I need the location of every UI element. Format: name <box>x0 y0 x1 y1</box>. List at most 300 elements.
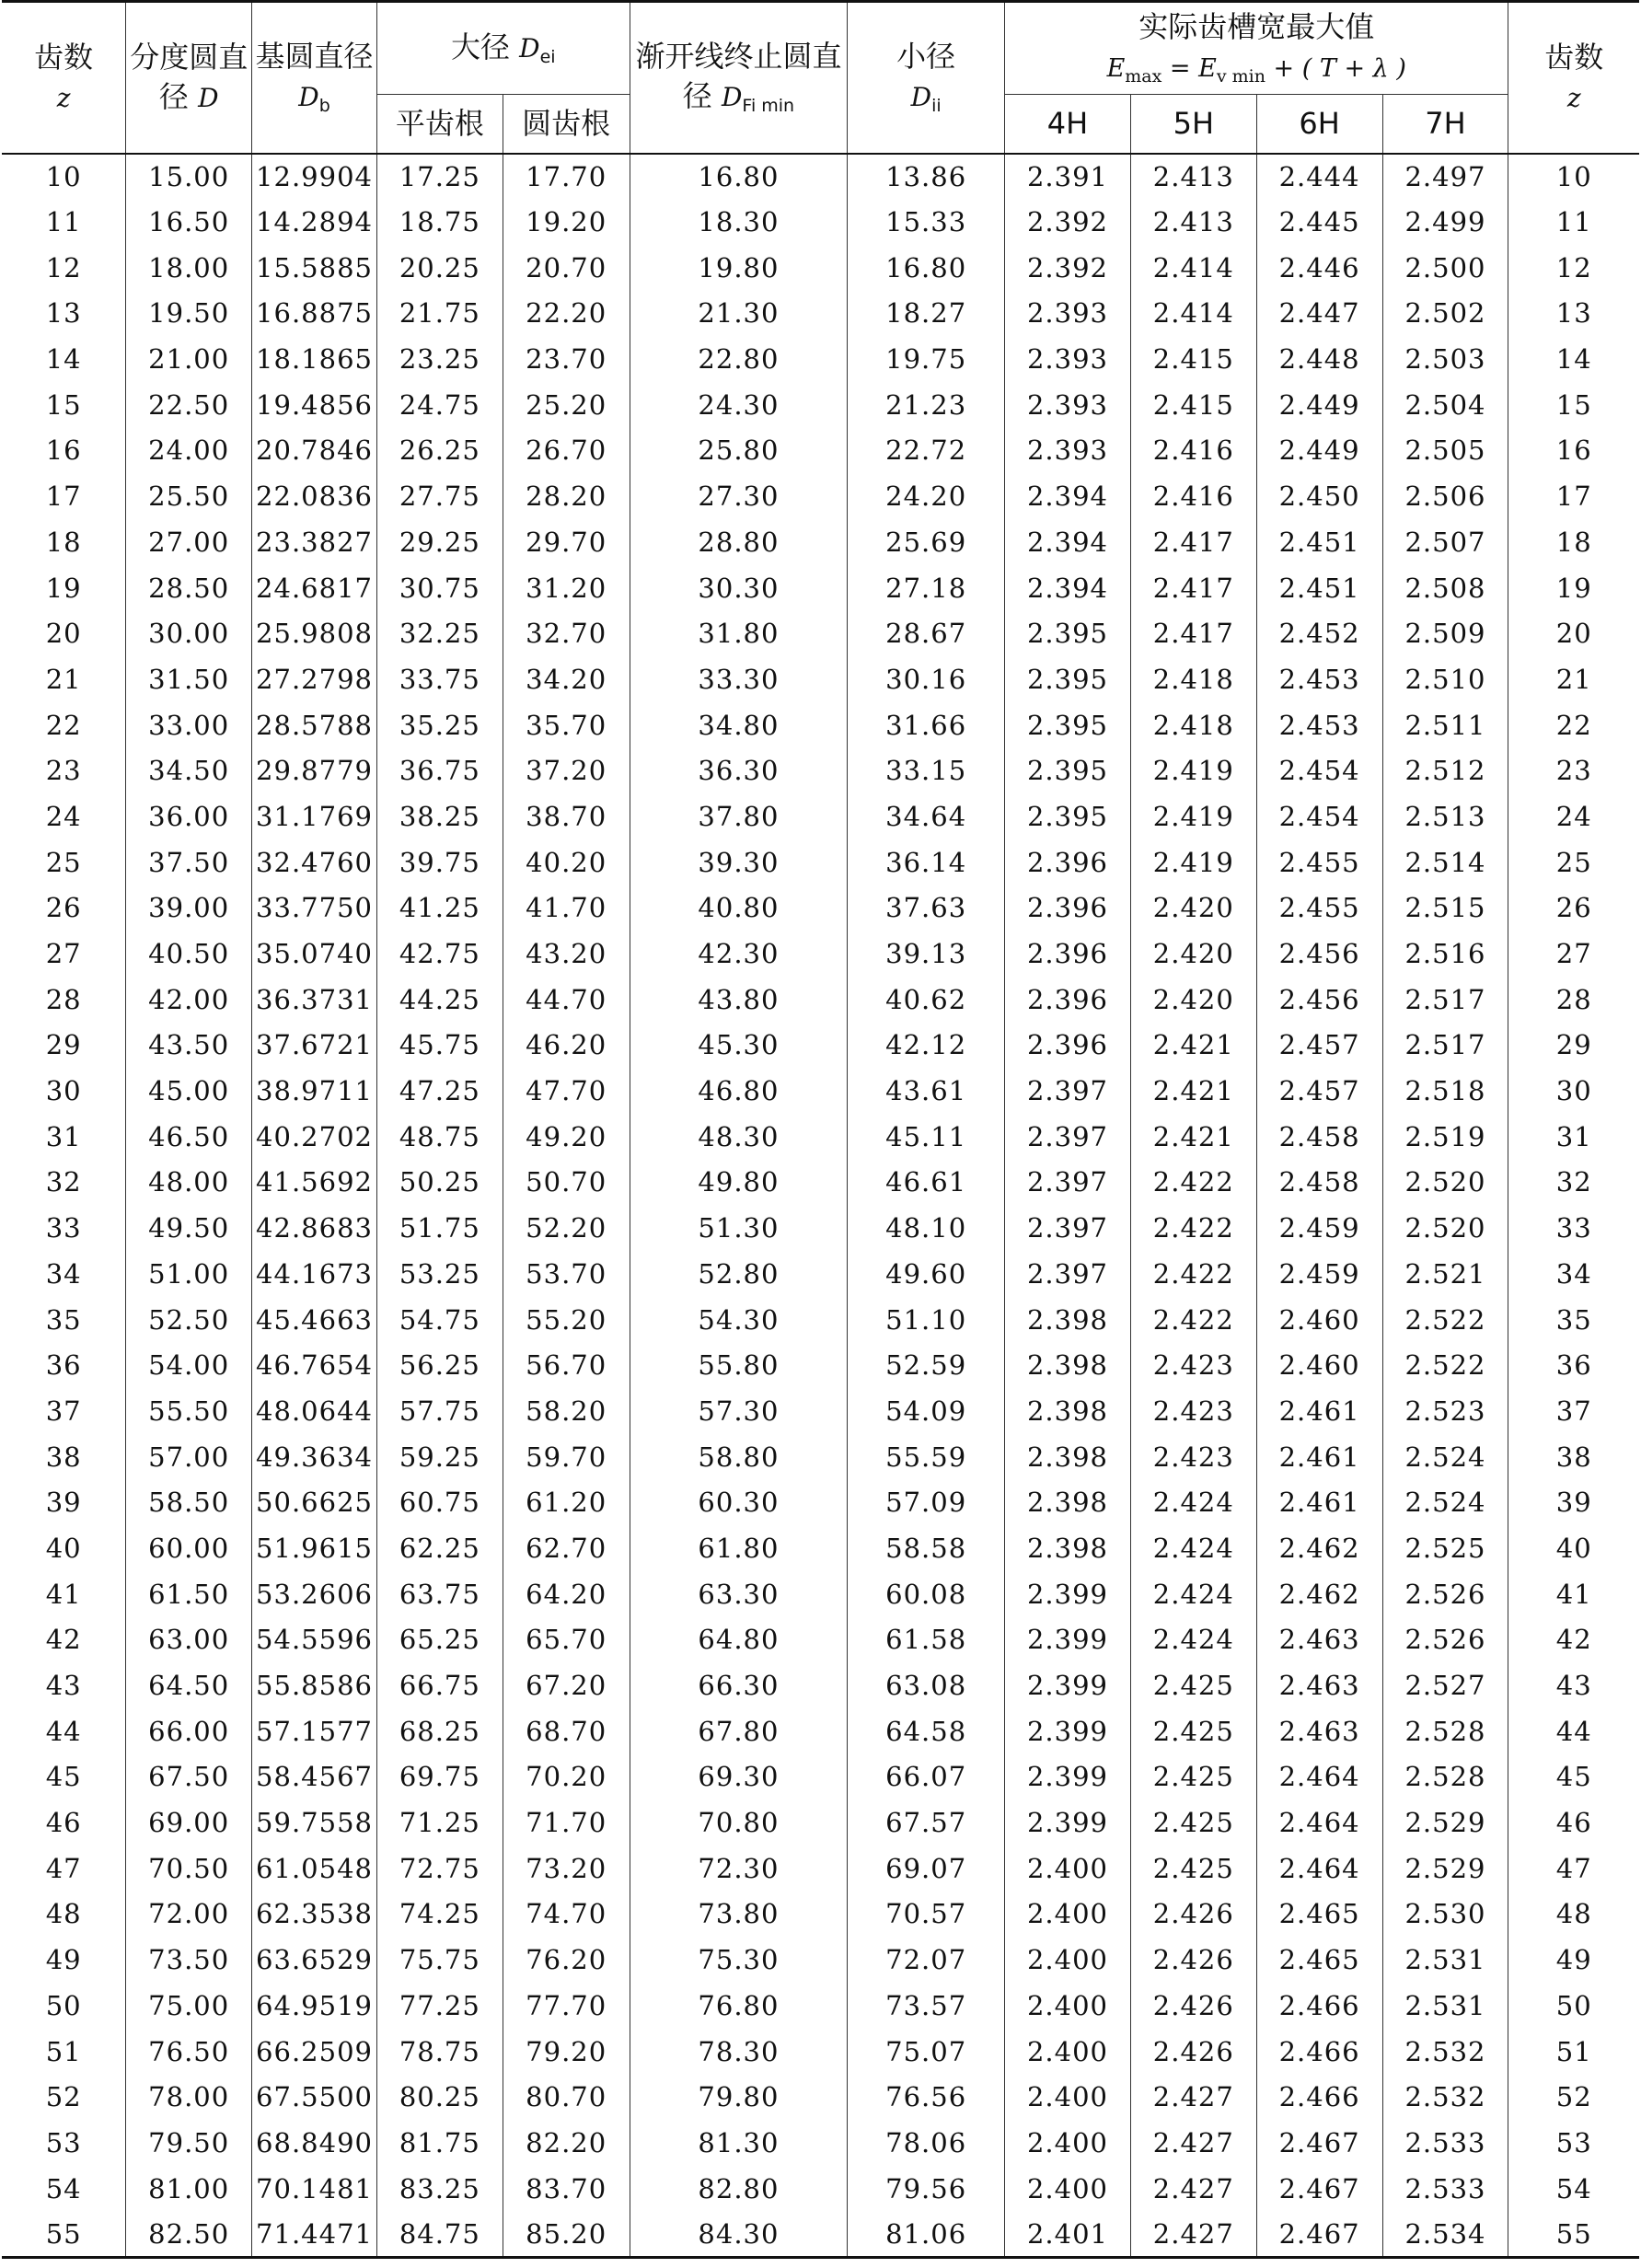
cell-z: 23 <box>2 747 126 793</box>
cell-z-right: 26 <box>1508 885 1639 932</box>
cell-z-right: 21 <box>1508 656 1639 702</box>
table-row <box>2 931 1639 977</box>
cell-e-5h: 2.421 <box>1130 1114 1256 1160</box>
cell-major-round: 67.20 <box>503 1662 630 1708</box>
cell-form-d: 25.80 <box>630 428 848 474</box>
cell-major-round: 77.70 <box>503 1983 630 2029</box>
cell-minor-d: 15.33 <box>848 199 1005 245</box>
cell-e-7h: 2.532 <box>1382 2074 1508 2120</box>
cell-minor-d: 81.06 <box>848 2211 1005 2257</box>
cell-e-6h: 2.452 <box>1256 610 1382 656</box>
table-row <box>2 1754 1639 1800</box>
cell-z-right: 18 <box>1508 519 1639 565</box>
header-grade-7h: 7H <box>1382 95 1508 154</box>
cell-form-d: 78.30 <box>630 2029 848 2075</box>
cell-z-right: 43 <box>1508 1662 1639 1708</box>
cell-pitch-d: 15.00 <box>126 154 252 200</box>
cell-base-d: 46.7654 <box>252 1342 377 1388</box>
cell-e-7h: 2.515 <box>1382 885 1508 932</box>
cell-major-round: 74.70 <box>503 1892 630 1938</box>
cell-z: 39 <box>2 1479 126 1525</box>
cell-e-4h: 2.396 <box>1005 839 1131 885</box>
cell-e-6h: 2.457 <box>1256 1068 1382 1114</box>
header-pitch-diameter-label: 分度圆直径 <box>130 40 248 115</box>
table-row <box>2 1114 1639 1160</box>
cell-z-right: 29 <box>1508 1023 1639 1069</box>
cell-e-6h: 2.464 <box>1256 1799 1382 1846</box>
cell-form-d: 37.80 <box>630 793 848 839</box>
cell-pitch-d: 64.50 <box>126 1662 252 1708</box>
cell-z: 26 <box>2 885 126 932</box>
cell-e-5h: 2.418 <box>1130 656 1256 702</box>
cell-minor-d: 21.23 <box>848 382 1005 428</box>
cell-base-d: 32.4760 <box>252 839 377 885</box>
table-row <box>2 473 1639 519</box>
header-max-space-width-formula <box>1106 54 1406 87</box>
cell-z: 35 <box>2 1297 126 1343</box>
cell-e-5h: 2.421 <box>1130 1023 1256 1069</box>
formula-eq-sub: v min <box>1216 66 1265 87</box>
cell-major-flat: 81.75 <box>376 2120 503 2166</box>
cell-pitch-d: 36.00 <box>126 793 252 839</box>
cell-base-d: 14.2894 <box>252 199 377 245</box>
cell-e-6h: 2.453 <box>1256 656 1382 702</box>
cell-pitch-d: 79.50 <box>126 2120 252 2166</box>
cell-major-round: 26.70 <box>503 428 630 474</box>
cell-minor-d: 64.58 <box>848 1708 1005 1754</box>
header-pitch-diameter <box>126 2 252 154</box>
cell-form-d: 61.80 <box>630 1525 848 1571</box>
table-row <box>2 2029 1639 2075</box>
cell-z-right: 25 <box>1508 839 1639 885</box>
cell-major-flat: 45.75 <box>376 1023 503 1069</box>
cell-e-5h: 2.415 <box>1130 336 1256 382</box>
cell-base-d: 37.6721 <box>252 1023 377 1069</box>
cell-z-right: 47 <box>1508 1846 1639 1892</box>
cell-form-d: 33.30 <box>630 656 848 702</box>
cell-z-right: 37 <box>1508 1388 1639 1434</box>
cell-pitch-d: 21.00 <box>126 336 252 382</box>
cell-z-right: 13 <box>1508 291 1639 337</box>
cell-e-7h: 2.533 <box>1382 2120 1508 2166</box>
cell-major-flat: 24.75 <box>376 382 503 428</box>
cell-pitch-d: 60.00 <box>126 1525 252 1571</box>
cell-e-4h: 2.399 <box>1005 1708 1131 1754</box>
cell-major-round: 22.20 <box>503 291 630 337</box>
cell-e-7h: 2.534 <box>1382 2211 1508 2257</box>
cell-e-4h: 2.398 <box>1005 1342 1131 1388</box>
cell-minor-d: 42.12 <box>848 1023 1005 1069</box>
table-body <box>2 154 1639 2258</box>
cell-major-flat: 48.75 <box>376 1114 503 1160</box>
header-tooth-count-right <box>1508 2 1639 154</box>
cell-form-d: 81.30 <box>630 2120 848 2166</box>
header-major-diameter <box>376 2 630 95</box>
cell-major-flat: 51.75 <box>376 1205 503 1251</box>
cell-e-4h: 2.397 <box>1005 1205 1131 1251</box>
cell-e-5h: 2.422 <box>1130 1297 1256 1343</box>
cell-e-4h: 2.401 <box>1005 2211 1131 2257</box>
header-form-diameter <box>630 2 848 154</box>
cell-e-5h: 2.426 <box>1130 1983 1256 2029</box>
cell-e-5h: 2.427 <box>1130 2074 1256 2120</box>
cell-major-flat: 17.25 <box>376 154 503 200</box>
cell-e-4h: 2.394 <box>1005 519 1131 565</box>
cell-z-right: 41 <box>1508 1571 1639 1617</box>
cell-base-d: 38.9711 <box>252 1068 377 1114</box>
cell-z-right: 49 <box>1508 1937 1639 1983</box>
cell-e-6h: 2.467 <box>1256 2211 1382 2257</box>
cell-form-d: 82.80 <box>630 2166 848 2212</box>
cell-form-d: 22.80 <box>630 336 848 382</box>
cell-base-d: 42.8683 <box>252 1205 377 1251</box>
cell-z: 54 <box>2 2166 126 2212</box>
cell-minor-d: 40.62 <box>848 977 1005 1023</box>
cell-minor-d: 78.06 <box>848 2120 1005 2166</box>
table-row <box>2 199 1639 245</box>
cell-e-4h: 2.397 <box>1005 1251 1131 1297</box>
cell-e-4h: 2.400 <box>1005 1937 1131 1983</box>
cell-z: 45 <box>2 1754 126 1800</box>
cell-e-7h: 2.530 <box>1382 1892 1508 1938</box>
cell-major-round: 28.20 <box>503 473 630 519</box>
cell-pitch-d: 66.00 <box>126 1708 252 1754</box>
cell-e-7h: 2.517 <box>1382 977 1508 1023</box>
cell-base-d: 41.5692 <box>252 1160 377 1206</box>
cell-base-d: 49.3634 <box>252 1434 377 1480</box>
cell-pitch-d: 48.00 <box>126 1160 252 1206</box>
cell-base-d: 67.5500 <box>252 2074 377 2120</box>
cell-e-6h: 2.451 <box>1256 519 1382 565</box>
cell-base-d: 15.5885 <box>252 245 377 291</box>
cell-major-round: 79.20 <box>503 2029 630 2075</box>
cell-e-4h: 2.391 <box>1005 154 1131 200</box>
cell-e-6h: 2.447 <box>1256 291 1382 337</box>
cell-e-5h: 2.420 <box>1130 931 1256 977</box>
cell-e-6h: 2.449 <box>1256 428 1382 474</box>
cell-e-6h: 2.458 <box>1256 1114 1382 1160</box>
cell-e-5h: 2.427 <box>1130 2166 1256 2212</box>
cell-form-d: 79.80 <box>630 2074 848 2120</box>
cell-e-7h: 2.503 <box>1382 336 1508 382</box>
cell-minor-d: 28.67 <box>848 610 1005 656</box>
cell-e-7h: 2.517 <box>1382 1023 1508 1069</box>
cell-pitch-d: 78.00 <box>126 2074 252 2120</box>
cell-form-d: 60.30 <box>630 1479 848 1525</box>
header-tooth-count-right-label: 齿数 <box>1544 40 1604 75</box>
header-major-diameter-sub: ei <box>539 46 556 67</box>
cell-minor-d: 22.72 <box>848 428 1005 474</box>
cell-major-flat: 57.75 <box>376 1388 503 1434</box>
cell-e-5h: 2.425 <box>1130 1799 1256 1846</box>
header-base-diameter-label: 基圆直径 <box>255 38 374 74</box>
cell-major-round: 68.70 <box>503 1708 630 1754</box>
table-row <box>2 2166 1639 2212</box>
cell-e-7h: 2.497 <box>1382 154 1508 200</box>
cell-major-round: 85.20 <box>503 2211 630 2257</box>
cell-pitch-d: 51.00 <box>126 1251 252 1297</box>
table-row <box>2 2211 1639 2257</box>
cell-e-5h: 2.413 <box>1130 199 1256 245</box>
cell-base-d: 19.4856 <box>252 382 377 428</box>
cell-base-d: 58.4567 <box>252 1754 377 1800</box>
cell-form-d: 84.30 <box>630 2211 848 2257</box>
cell-minor-d: 55.59 <box>848 1434 1005 1480</box>
table-row <box>2 1479 1639 1525</box>
cell-e-6h: 2.463 <box>1256 1662 1382 1708</box>
cell-pitch-d: 73.50 <box>126 1937 252 1983</box>
cell-z: 12 <box>2 245 126 291</box>
cell-z-right: 55 <box>1508 2211 1639 2257</box>
cell-e-6h: 2.461 <box>1256 1434 1382 1480</box>
header-tooth-count-right-symbol: z <box>1566 83 1581 114</box>
cell-minor-d: 69.07 <box>848 1846 1005 1892</box>
cell-e-7h: 2.502 <box>1382 291 1508 337</box>
cell-e-4h: 2.392 <box>1005 199 1131 245</box>
cell-e-7h: 2.532 <box>1382 2029 1508 2075</box>
cell-major-round: 76.20 <box>503 1937 630 1983</box>
cell-pitch-d: 27.00 <box>126 519 252 565</box>
table-row <box>2 1983 1639 2029</box>
cell-e-5h: 2.419 <box>1130 839 1256 885</box>
cell-e-5h: 2.425 <box>1130 1846 1256 1892</box>
cell-major-flat: 66.75 <box>376 1662 503 1708</box>
cell-e-6h: 2.463 <box>1256 1617 1382 1663</box>
cell-major-round: 32.70 <box>503 610 630 656</box>
cell-minor-d: 58.58 <box>848 1525 1005 1571</box>
cell-e-4h: 2.397 <box>1005 1068 1131 1114</box>
cell-form-d: 75.30 <box>630 1937 848 1983</box>
cell-z: 30 <box>2 1068 126 1114</box>
cell-e-4h: 2.399 <box>1005 1754 1131 1800</box>
cell-major-round: 82.20 <box>503 2120 630 2166</box>
cell-z: 48 <box>2 1892 126 1938</box>
cell-pitch-d: 16.50 <box>126 199 252 245</box>
cell-pitch-d: 49.50 <box>126 1205 252 1251</box>
cell-form-d: 49.80 <box>630 1160 848 1206</box>
cell-pitch-d: 25.50 <box>126 473 252 519</box>
cell-e-4h: 2.400 <box>1005 1846 1131 1892</box>
cell-pitch-d: 69.00 <box>126 1799 252 1846</box>
cell-pitch-d: 18.00 <box>126 245 252 291</box>
cell-minor-d: 76.56 <box>848 2074 1005 2120</box>
cell-pitch-d: 57.00 <box>126 1434 252 1480</box>
cell-z-right: 10 <box>1508 154 1639 200</box>
cell-major-flat: 39.75 <box>376 839 503 885</box>
table-row <box>2 1160 1639 1206</box>
cell-form-d: 27.30 <box>630 473 848 519</box>
table-row <box>2 1342 1639 1388</box>
cell-z: 24 <box>2 793 126 839</box>
cell-form-d: 24.30 <box>630 382 848 428</box>
cell-e-7h: 2.524 <box>1382 1479 1508 1525</box>
cell-minor-d: 61.58 <box>848 1617 1005 1663</box>
cell-minor-d: 75.07 <box>848 2029 1005 2075</box>
table-row <box>2 747 1639 793</box>
cell-e-4h: 2.398 <box>1005 1479 1131 1525</box>
cell-z-right: 16 <box>1508 428 1639 474</box>
table-row <box>2 1937 1639 1983</box>
cell-minor-d: 13.86 <box>848 154 1005 200</box>
cell-e-7h: 2.525 <box>1382 1525 1508 1571</box>
cell-z-right: 27 <box>1508 931 1639 977</box>
cell-e-6h: 2.449 <box>1256 382 1382 428</box>
cell-e-6h: 2.466 <box>1256 1983 1382 2029</box>
cell-e-6h: 2.445 <box>1256 199 1382 245</box>
table-row <box>2 2074 1639 2120</box>
cell-z: 47 <box>2 1846 126 1892</box>
cell-form-d: 58.80 <box>630 1434 848 1480</box>
cell-base-d: 35.0740 <box>252 931 377 977</box>
cell-z: 41 <box>2 1571 126 1617</box>
table-row <box>2 1708 1639 1754</box>
cell-form-d: 57.30 <box>630 1388 848 1434</box>
cell-major-round: 17.70 <box>503 154 630 200</box>
cell-z: 11 <box>2 199 126 245</box>
header-minor-diameter-symbol: D <box>910 82 932 113</box>
cell-e-5h: 2.416 <box>1130 473 1256 519</box>
cell-major-round: 38.70 <box>503 793 630 839</box>
cell-minor-d: 60.08 <box>848 1571 1005 1617</box>
cell-major-round: 19.20 <box>503 199 630 245</box>
cell-e-5h: 2.420 <box>1130 977 1256 1023</box>
cell-e-4h: 2.400 <box>1005 1892 1131 1938</box>
cell-e-5h: 2.424 <box>1130 1525 1256 1571</box>
cell-e-6h: 2.460 <box>1256 1342 1382 1388</box>
cell-major-round: 64.20 <box>503 1571 630 1617</box>
cell-form-d: 21.30 <box>630 291 848 337</box>
cell-z: 28 <box>2 977 126 1023</box>
cell-e-5h: 2.416 <box>1130 428 1256 474</box>
cell-e-7h: 2.520 <box>1382 1160 1508 1206</box>
cell-minor-d: 57.09 <box>848 1479 1005 1525</box>
cell-pitch-d: 31.50 <box>126 656 252 702</box>
cell-e-6h: 2.455 <box>1256 885 1382 932</box>
cell-e-6h: 2.459 <box>1256 1251 1382 1297</box>
table-row <box>2 519 1639 565</box>
cell-major-flat: 75.75 <box>376 1937 503 1983</box>
cell-form-d: 43.80 <box>630 977 848 1023</box>
formula-e-sub: max <box>1125 66 1162 87</box>
cell-base-d: 70.1481 <box>252 2166 377 2212</box>
cell-z: 18 <box>2 519 126 565</box>
cell-major-round: 34.20 <box>503 656 630 702</box>
cell-form-d: 72.30 <box>630 1846 848 1892</box>
cell-e-7h: 2.526 <box>1382 1617 1508 1663</box>
header-base-diameter <box>252 2 377 154</box>
cell-e-4h: 2.398 <box>1005 1434 1131 1480</box>
cell-major-flat: 80.25 <box>376 2074 503 2120</box>
cell-pitch-d: 55.50 <box>126 1388 252 1434</box>
cell-base-d: 62.3538 <box>252 1892 377 1938</box>
cell-e-7h: 2.526 <box>1382 1571 1508 1617</box>
table-row <box>2 565 1639 611</box>
cell-form-d: 76.80 <box>630 1983 848 2029</box>
cell-base-d: 12.9904 <box>252 154 377 200</box>
cell-minor-d: 72.07 <box>848 1937 1005 1983</box>
cell-e-7h: 2.508 <box>1382 565 1508 611</box>
cell-e-5h: 2.419 <box>1130 793 1256 839</box>
cell-z: 36 <box>2 1342 126 1388</box>
cell-z: 22 <box>2 702 126 748</box>
cell-base-d: 22.0836 <box>252 473 377 519</box>
formula-eq: = E <box>1161 54 1217 84</box>
cell-z-right: 50 <box>1508 1983 1639 2029</box>
cell-pitch-d: 63.00 <box>126 1617 252 1663</box>
cell-e-4h: 2.398 <box>1005 1297 1131 1343</box>
cell-major-flat: 41.25 <box>376 885 503 932</box>
cell-e-7h: 2.512 <box>1382 747 1508 793</box>
cell-base-d: 20.7846 <box>252 428 377 474</box>
cell-z-right: 35 <box>1508 1297 1639 1343</box>
cell-e-4h: 2.395 <box>1005 610 1131 656</box>
cell-minor-d: 46.61 <box>848 1160 1005 1206</box>
cell-minor-d: 43.61 <box>848 1068 1005 1114</box>
table-row <box>2 702 1639 748</box>
cell-e-5h: 2.422 <box>1130 1205 1256 1251</box>
cell-major-round: 58.20 <box>503 1388 630 1434</box>
cell-e-4h: 2.393 <box>1005 428 1131 474</box>
cell-e-5h: 2.425 <box>1130 1708 1256 1754</box>
cell-major-flat: 30.75 <box>376 565 503 611</box>
cell-major-flat: 36.75 <box>376 747 503 793</box>
table-row <box>2 1388 1639 1434</box>
cell-major-flat: 77.25 <box>376 1983 503 2029</box>
cell-e-4h: 2.398 <box>1005 1525 1131 1571</box>
cell-z: 21 <box>2 656 126 702</box>
cell-z-right: 40 <box>1508 1525 1639 1571</box>
cell-e-5h: 2.425 <box>1130 1754 1256 1800</box>
cell-z-right: 48 <box>1508 1892 1639 1938</box>
cell-e-7h: 2.511 <box>1382 702 1508 748</box>
table-row <box>2 1251 1639 1297</box>
cell-major-flat: 59.25 <box>376 1434 503 1480</box>
cell-z-right: 12 <box>1508 245 1639 291</box>
cell-major-flat: 72.75 <box>376 1846 503 1892</box>
cell-e-7h: 2.510 <box>1382 656 1508 702</box>
cell-major-flat: 62.25 <box>376 1525 503 1571</box>
cell-form-d: 52.80 <box>630 1251 848 1297</box>
table-row <box>2 245 1639 291</box>
cell-minor-d: 79.56 <box>848 2166 1005 2212</box>
cell-e-6h: 2.454 <box>1256 793 1382 839</box>
cell-e-7h: 2.513 <box>1382 793 1508 839</box>
cell-e-5h: 2.422 <box>1130 1251 1256 1297</box>
cell-pitch-d: 45.00 <box>126 1068 252 1114</box>
cell-minor-d: 36.14 <box>848 839 1005 885</box>
cell-z: 29 <box>2 1023 126 1069</box>
cell-e-7h: 2.523 <box>1382 1388 1508 1434</box>
cell-major-round: 62.70 <box>503 1525 630 1571</box>
cell-major-flat: 23.25 <box>376 336 503 382</box>
cell-minor-d: 66.07 <box>848 1754 1005 1800</box>
cell-e-7h: 2.506 <box>1382 473 1508 519</box>
cell-z: 38 <box>2 1434 126 1480</box>
cell-form-d: 46.80 <box>630 1068 848 1114</box>
cell-minor-d: 49.60 <box>848 1251 1005 1297</box>
cell-major-flat: 78.75 <box>376 2029 503 2075</box>
cell-e-6h: 2.456 <box>1256 977 1382 1023</box>
cell-form-d: 70.80 <box>630 1799 848 1846</box>
cell-z-right: 36 <box>1508 1342 1639 1388</box>
table-row <box>2 1205 1639 1251</box>
cell-major-flat: 74.25 <box>376 1892 503 1938</box>
cell-z: 20 <box>2 610 126 656</box>
header-tooth-count-symbol: z <box>56 83 71 114</box>
cell-e-4h: 2.392 <box>1005 245 1131 291</box>
cell-z-right: 23 <box>1508 747 1639 793</box>
cell-e-4h: 2.393 <box>1005 336 1131 382</box>
